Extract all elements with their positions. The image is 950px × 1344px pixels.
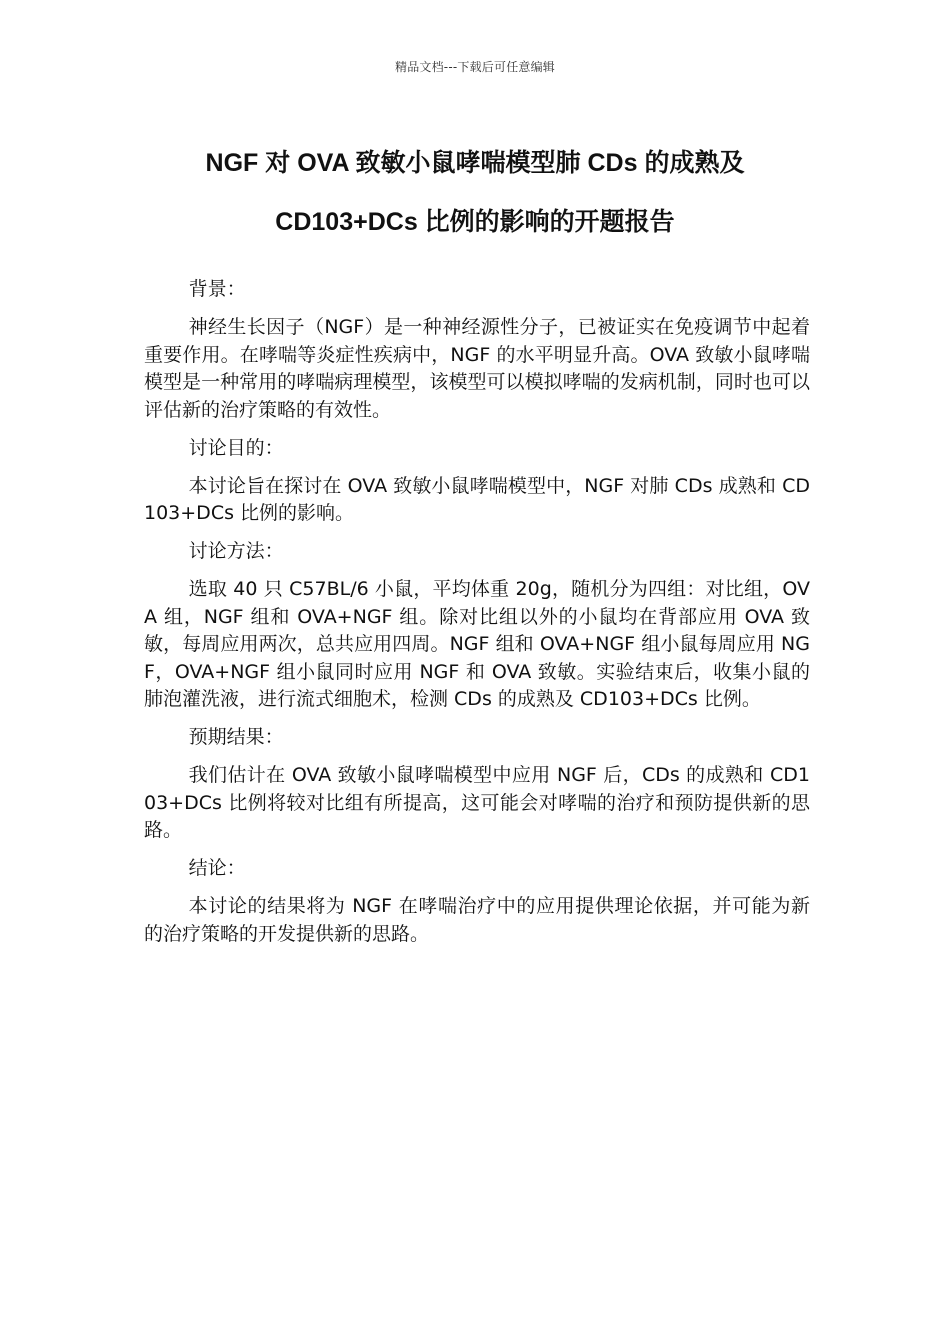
paragraph-background: 神经生长因子（NGF）是一种神经源性分子，已被证实在免疫调节中起着重要作用。在哮喘等炎症性疾病中，NGF 的水平明显升高。OVA 致敏小鼠哮喘模型是一种常用的哮喘病理模型，该模型可以模拟哮喘的发病机制，同时也可以评估新的治疗策略的有效性。	[144, 316, 810, 421]
paragraph-method: 选取 40 只 C57BL/6 小鼠，平均体重 20g，随机分为四组：对比组，OVA 组，NGF 组和 OVA+NGF 组。除对比组以外的小鼠均在背部应用 OVA 致敏，每周应用两次，总共应用四周。NGF 组和 OVA+NGF 组小鼠每周应用 NGF，OVA+NGF 组小鼠同时应用 NGF 和 OVA 致敏。实验结束后，收集小鼠的肺泡灌洗液，进行流式细胞术，检测 CDs 的成熟及 CD103+DCs 比例。	[144, 578, 810, 710]
document-title	[145, 134, 805, 252]
section-heading-conclusion: 结论：	[188, 857, 246, 879]
document-body	[144, 276, 810, 959]
section-heading-background: 背景：	[188, 278, 246, 300]
section-heading-method: 讨论方法：	[188, 540, 284, 562]
section-heading-purpose: 讨论目的：	[188, 436, 284, 459]
header-note: 精品文档---下载后可任意编辑	[395, 60, 555, 74]
title-line-2: CD103+DCs 比例的影响的开题报告	[275, 208, 675, 236]
title-line-1: NGF 对 OVA 致敏小鼠哮喘模型肺 CDs 的成熟及	[205, 149, 745, 177]
paragraph-expected: 我们估计在 OVA 致敏小鼠哮喘模型中应用 NGF 后，CDs 的成熟和 CD103+DCs 比例将较对比组有所提高，这可能会对哮喘的治疗和预防提供新的思路。	[144, 764, 810, 841]
paragraph-purpose: 本讨论旨在探讨在 OVA 致敏小鼠哮喘模型中，NGF 对肺 CDs 成熟和 CD103+DCs 比例的影响。	[144, 474, 810, 524]
paragraph-conclusion: 本讨论的结果将为 NGF 在哮喘治疗中的应用提供理论依据，并可能为新的治疗策略的开发提供新的思路。	[144, 895, 810, 945]
section-heading-expected: 预期结果：	[188, 726, 284, 748]
